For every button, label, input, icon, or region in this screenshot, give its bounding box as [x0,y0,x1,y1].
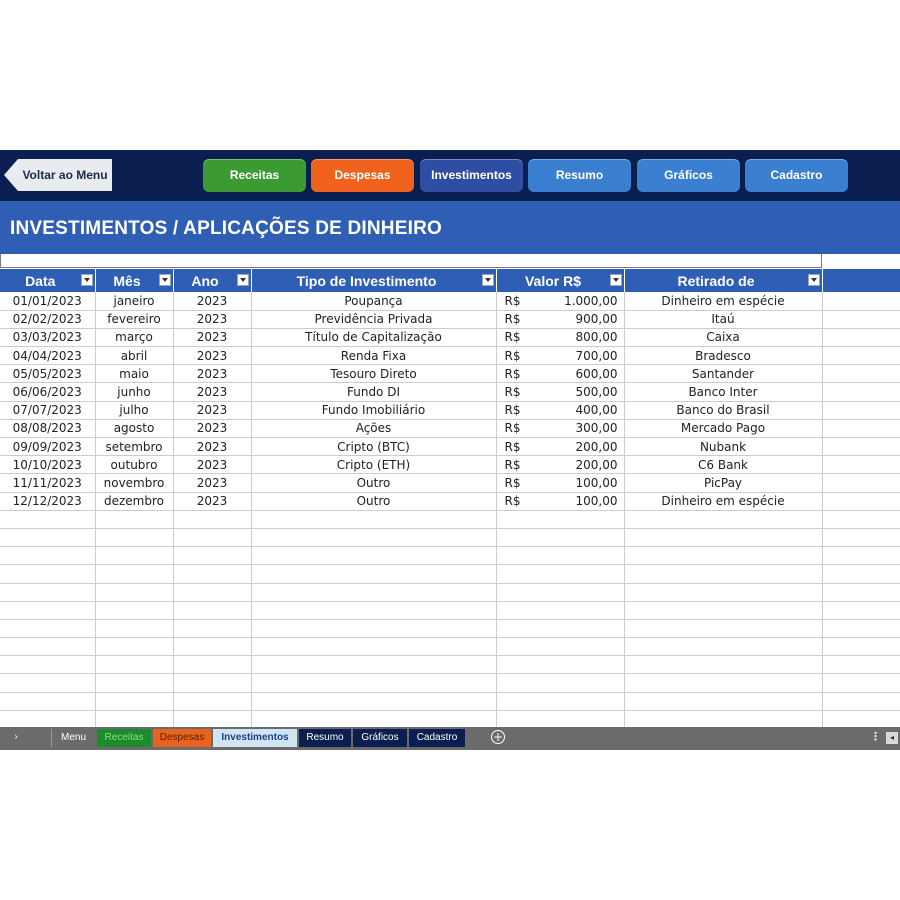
cell-empty[interactable] [822,401,900,419]
cell-data[interactable] [0,565,95,583]
cell-valor[interactable] [496,619,624,637]
cell-data[interactable]: 07/07/2023 [0,401,95,419]
cell-valor[interactable] [496,456,624,474]
cell-retirado[interactable]: Caixa [624,328,822,346]
sheet-tab-cadastro[interactable]: Cadastro [409,729,465,747]
cell-tipo[interactable]: Fundo Imobiliário [251,401,496,419]
cell-tipo[interactable] [251,583,496,601]
cell-data[interactable] [0,710,95,728]
cell-empty[interactable] [822,419,900,437]
currency-symbol: R$ [504,385,521,400]
cell-ano[interactable] [173,710,251,728]
value-amount: 400,00 [575,403,618,418]
cell-tipo[interactable] [251,710,496,728]
currency-symbol: R$ [504,312,521,327]
cell-retirado[interactable] [624,547,822,565]
cell-ano[interactable] [173,656,251,674]
cell-data[interactable]: 02/02/2023 [0,310,95,328]
table-row [0,601,900,619]
value-amount: 700,00 [575,348,618,363]
back-arrow-icon [4,159,18,191]
table-row [0,292,900,310]
currency-symbol: R$ [504,293,521,308]
filter-dropdown-icon[interactable] [610,274,622,286]
sheet-tab-resumo[interactable]: Resumo [299,729,351,747]
cell-mes[interactable] [95,638,173,656]
filter-dropdown-icon[interactable] [808,274,820,286]
cell-empty[interactable] [822,692,900,710]
cell-retirado[interactable] [624,583,822,601]
cell-mes[interactable]: setembro [95,438,173,456]
cell-empty[interactable] [822,601,900,619]
cell-ano[interactable]: 2023 [173,328,251,346]
cell-valor[interactable] [496,292,624,310]
cell-data[interactable]: 11/11/2023 [0,474,95,492]
spacer-row [0,254,822,268]
cell-retirado[interactable] [624,638,822,656]
table-row [0,419,900,437]
cell-ano[interactable]: 2023 [173,456,251,474]
cell-ano[interactable]: 2023 [173,419,251,437]
cell-empty[interactable] [822,619,900,637]
cell-empty[interactable] [822,456,900,474]
cell-mes[interactable]: junho [95,383,173,401]
cell-valor[interactable] [496,419,624,437]
cell-retirado[interactable]: Santander [624,365,822,383]
cell-data[interactable] [0,510,95,528]
cell-ano[interactable]: 2023 [173,474,251,492]
cell-valor[interactable] [496,347,624,365]
cell-tipo[interactable] [251,692,496,710]
cell-valor[interactable] [496,710,624,728]
cell-data[interactable]: 08/08/2023 [0,419,95,437]
cell-data[interactable] [0,547,95,565]
value-amount: 100,00 [575,475,618,490]
cell-valor[interactable] [496,638,624,656]
sheet-tab-graficos[interactable]: Gráficos [353,729,407,747]
cell-tipo[interactable] [251,601,496,619]
cell-retirado[interactable] [624,528,822,546]
cell-data[interactable]: 01/01/2023 [0,292,95,310]
cell-data[interactable]: 09/09/2023 [0,438,95,456]
cell-empty[interactable] [822,438,900,456]
cell-ano[interactable] [173,547,251,565]
cell-empty[interactable] [822,528,900,546]
cell-retirado[interactable]: C6 Bank [624,456,822,474]
cell-retirado[interactable] [624,692,822,710]
currency-symbol: R$ [504,403,521,418]
cell-retirado[interactable] [624,565,822,583]
cell-valor[interactable] [496,492,624,510]
cell-valor[interactable] [496,474,624,492]
filter-dropdown-icon[interactable] [237,274,249,286]
nav-button-receitas[interactable]: Receitas [203,159,306,192]
cell-empty[interactable] [822,674,900,692]
filter-dropdown-icon[interactable] [159,274,171,286]
cell-empty[interactable] [822,328,900,346]
cell-valor[interactable] [496,310,624,328]
cell-valor[interactable] [496,601,624,619]
cell-valor[interactable] [496,510,624,528]
table-row [0,583,900,601]
cell-mes[interactable] [95,656,173,674]
table-row [0,710,900,728]
page-title: INVESTIMENTOS / APLICAÇÕES DE DINHEIRO [10,218,442,239]
cell-valor[interactable] [496,656,624,674]
cell-ano[interactable] [173,601,251,619]
value-amount: 300,00 [575,421,618,436]
value-amount: 1.000,00 [564,293,618,308]
cell-tipo[interactable] [251,638,496,656]
cell-tipo[interactable]: Outro [251,492,496,510]
cell-tipo[interactable]: Poupança [251,292,496,310]
cell-ano[interactable]: 2023 [173,365,251,383]
table-row [0,492,900,510]
table-row [0,674,900,692]
nav-button-resumo[interactable]: Resumo [528,159,631,192]
cell-ano[interactable] [173,619,251,637]
cell-empty[interactable] [822,492,900,510]
table-row [0,310,900,328]
cell-empty[interactable] [822,638,900,656]
cell-retirado[interactable]: Dinheiro em espécie [624,492,822,510]
cell-ano[interactable] [173,583,251,601]
cell-mes[interactable] [95,710,173,728]
header-data[interactable]: Data [0,269,95,292]
scroll-tabs-icon[interactable]: › [14,730,19,743]
header-mes[interactable]: Mês [95,269,173,292]
cell-tipo[interactable]: Cripto (BTC) [251,438,496,456]
cell-data[interactable] [0,656,95,674]
cell-retirado[interactable] [624,510,822,528]
cell-mes[interactable]: fevereiro [95,310,173,328]
table-row [0,328,900,346]
currency-symbol: R$ [504,439,521,454]
value-amount: 500,00 [575,385,618,400]
sheet-tab-investimentos[interactable]: Investimentos [213,729,297,747]
cell-valor[interactable] [496,328,624,346]
cell-ano[interactable]: 2023 [173,438,251,456]
cell-data[interactable] [0,674,95,692]
cell-valor[interactable] [496,528,624,546]
cell-retirado[interactable]: Banco Inter [624,383,822,401]
cell-mes[interactable]: janeiro [95,292,173,310]
cell-ano[interactable]: 2023 [173,383,251,401]
cell-mes[interactable] [95,619,173,637]
cell-data[interactable] [0,528,95,546]
cell-retirado[interactable] [624,619,822,637]
cell-mes[interactable]: abril [95,347,173,365]
cell-valor[interactable] [496,565,624,583]
cell-retirado[interactable] [624,710,822,728]
cell-retirado[interactable]: PicPay [624,474,822,492]
back-to-menu-button[interactable] [4,159,112,191]
cell-empty[interactable] [822,710,900,728]
cell-data[interactable]: 12/12/2023 [0,492,95,510]
back-to-menu-label: Voltar ao Menu [18,159,112,191]
cell-empty[interactable] [822,510,900,528]
title-band [0,201,900,254]
filter-dropdown-icon[interactable] [482,274,494,286]
cell-data[interactable] [0,619,95,637]
cell-data[interactable] [0,601,95,619]
nav-button-despesas[interactable]: Despesas [311,159,414,192]
cell-mes[interactable] [95,674,173,692]
value-amount: 900,00 [575,312,618,327]
header-extra [822,269,900,292]
cell-mes[interactable] [95,692,173,710]
cell-data[interactable]: 06/06/2023 [0,383,95,401]
cell-empty[interactable] [822,656,900,674]
table-row [0,456,900,474]
nav-button-cadastro[interactable]: Cadastro [745,159,848,192]
cell-ano[interactable]: 2023 [173,310,251,328]
sheet-tab-receitas[interactable]: Receitas [97,729,151,747]
cell-ano[interactable]: 2023 [173,292,251,310]
cell-valor[interactable] [496,674,624,692]
currency-symbol: R$ [504,475,521,490]
table-row [0,528,900,546]
cell-empty[interactable] [822,583,900,601]
table-row [0,438,900,456]
table-body [0,292,900,729]
cell-data[interactable] [0,638,95,656]
table-row [0,565,900,583]
cell-empty[interactable] [822,310,900,328]
cell-valor[interactable] [496,401,624,419]
sheet-tab-bar [0,727,900,750]
header-tipo[interactable]: Tipo de Investimento [251,269,496,292]
cell-ano[interactable]: 2023 [173,492,251,510]
cell-data[interactable]: 03/03/2023 [0,328,95,346]
table-row [0,401,900,419]
cell-mes[interactable]: maio [95,365,173,383]
table-row [0,656,900,674]
cell-empty[interactable] [822,292,900,310]
more-options-icon[interactable]: ⋮ [870,730,881,743]
currency-symbol: R$ [504,494,521,509]
cell-data[interactable]: 04/04/2023 [0,347,95,365]
cell-retirado[interactable]: Banco do Brasil [624,401,822,419]
cell-tipo[interactable]: Renda Fixa [251,347,496,365]
cell-tipo[interactable]: Ações [251,419,496,437]
value-amount: 200,00 [575,439,618,454]
cell-empty[interactable] [822,383,900,401]
scroll-left-icon[interactable]: ◂ [886,732,898,744]
cell-ano[interactable] [173,638,251,656]
cell-tipo[interactable]: Tesouro Direto [251,365,496,383]
currency-symbol: R$ [504,348,521,363]
cell-data[interactable]: 05/05/2023 [0,365,95,383]
cell-mes[interactable] [95,583,173,601]
cell-ano[interactable] [173,565,251,583]
table-row [0,638,900,656]
sheet-tab-despesas[interactable]: Despesas [153,729,211,747]
cell-retirado[interactable]: Mercado Pago [624,419,822,437]
currency-symbol: R$ [504,366,521,381]
cell-ano[interactable] [173,528,251,546]
cell-ano[interactable]: 2023 [173,401,251,419]
cell-empty[interactable] [822,365,900,383]
cell-mes[interactable] [95,601,173,619]
cell-tipo[interactable]: Fundo DI [251,383,496,401]
cell-mes[interactable] [95,528,173,546]
value-amount: 600,00 [575,366,618,381]
cell-mes[interactable]: agosto [95,419,173,437]
cell-valor[interactable] [496,583,624,601]
cell-tipo[interactable]: Outro [251,474,496,492]
currency-symbol: R$ [504,421,521,436]
value-amount: 800,00 [575,330,618,345]
investments-table [0,269,900,729]
cell-ano[interactable]: 2023 [173,347,251,365]
table-row [0,547,900,565]
cell-valor[interactable] [496,383,624,401]
cell-data[interactable] [0,583,95,601]
table-header-row [0,269,900,292]
table-row [0,383,900,401]
sheet-tab-menu[interactable]: Menu [51,729,95,747]
cell-mes[interactable]: março [95,328,173,346]
cell-mes[interactable]: julho [95,401,173,419]
cell-retirado[interactable] [624,656,822,674]
cell-mes[interactable]: dezembro [95,492,173,510]
cell-retirado[interactable]: Itaú [624,310,822,328]
cell-mes[interactable] [95,565,173,583]
cell-data[interactable]: 10/10/2023 [0,456,95,474]
cell-tipo[interactable]: Cripto (ETH) [251,456,496,474]
cell-ano[interactable] [173,674,251,692]
cell-tipo[interactable] [251,674,496,692]
cell-tipo[interactable] [251,619,496,637]
cell-ano[interactable] [173,692,251,710]
cell-tipo[interactable] [251,656,496,674]
cell-mes[interactable]: novembro [95,474,173,492]
cell-retirado[interactable]: Bradesco [624,347,822,365]
cell-empty[interactable] [822,347,900,365]
header-valor[interactable]: Valor R$ [496,269,624,292]
currency-symbol: R$ [504,457,521,472]
table-row [0,510,900,528]
cell-mes[interactable] [95,510,173,528]
cell-empty[interactable] [822,547,900,565]
cell-valor[interactable] [496,365,624,383]
value-amount: 100,00 [575,494,618,509]
cell-empty[interactable] [822,474,900,492]
nav-button-investimentos[interactable]: Investimentos [420,159,523,192]
cell-tipo[interactable] [251,565,496,583]
value-amount: 200,00 [575,457,618,472]
cell-tipo[interactable]: Previdência Privada [251,310,496,328]
cell-retirado[interactable]: Nubank [624,438,822,456]
table-row [0,347,900,365]
add-sheet-icon[interactable]: + [492,730,504,744]
cell-valor[interactable] [496,438,624,456]
cell-retirado[interactable] [624,601,822,619]
table-row [0,365,900,383]
cell-data[interactable] [0,692,95,710]
cell-retirado[interactable] [624,674,822,692]
cell-valor[interactable] [496,547,624,565]
nav-button-graficos[interactable]: Gráficos [637,159,740,192]
filter-dropdown-icon[interactable] [81,274,93,286]
cell-mes[interactable]: outubro [95,456,173,474]
table-row [0,619,900,637]
navigation-band [0,150,900,201]
table-row [0,474,900,492]
cell-tipo[interactable] [251,547,496,565]
cell-mes[interactable] [95,547,173,565]
header-retirado[interactable]: Retirado de [624,269,822,292]
cell-tipo[interactable] [251,510,496,528]
cell-retirado[interactable]: Dinheiro em espécie [624,292,822,310]
cell-ano[interactable] [173,510,251,528]
table-row [0,692,900,710]
currency-symbol: R$ [504,330,521,345]
cell-valor[interactable] [496,692,624,710]
cell-tipo[interactable]: Título de Capitalização [251,328,496,346]
cell-tipo[interactable] [251,528,496,546]
spreadsheet-sheet [0,150,900,750]
cell-empty[interactable] [822,565,900,583]
header-ano[interactable]: Ano [173,269,251,292]
